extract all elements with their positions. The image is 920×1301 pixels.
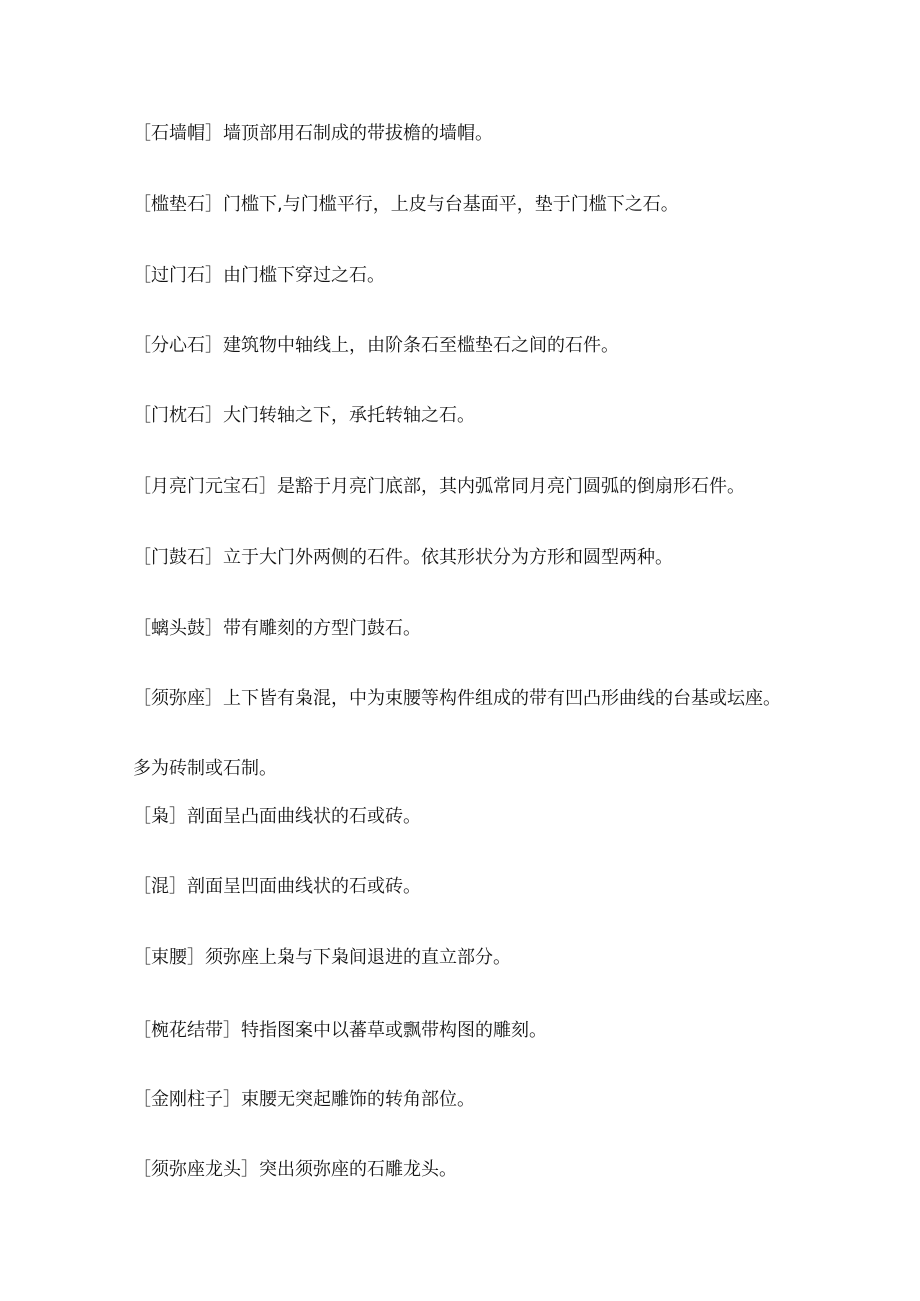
entry-definition: 突出须弥座的石雕龙头。 [259, 1159, 457, 1180]
entry-term: ［门枕石］ [133, 405, 223, 426]
entry-term: ［混］ [133, 876, 187, 897]
entry-men-zhen-shi [133, 398, 783, 434]
entry-chi-tou-gu [133, 611, 783, 647]
entry-term: ［槛垫石］ [133, 194, 223, 215]
entry-yue-liang-men-yuan-bao-shi [133, 469, 783, 505]
entry-definition: 带有雕刻的方型门鼓石。 [223, 618, 421, 639]
entry-term: ［月亮门元宝石］ [133, 476, 277, 497]
entry-definition: 上下皆有枭混，中为束腰等构件组成的带有凹凸形曲线的台基或坛座。多为砖制或石制。 [133, 688, 781, 779]
entry-definition: 由门槛下穿过之石。 [223, 265, 385, 286]
entry-term: ［螭头鼓］ [133, 618, 223, 639]
entry-term: ［椀花结带］ [133, 1020, 241, 1041]
entry-definition: 特指图案中以蕃草或飘带构图的雕刻。 [241, 1020, 547, 1041]
entry-definition: 立于大门外两侧的石件。依其形状分为方形和圆型两种。 [223, 547, 673, 568]
entry-definition: 剖面呈凹面曲线状的石或砖。 [187, 876, 421, 897]
entry-definition: 建筑物中轴线上，由阶条石至槛垫石之间的石件。 [223, 335, 619, 356]
entry-fen-xin-shi [133, 328, 783, 364]
entry-definition: 束腰无突起雕饰的转角部位。 [241, 1089, 475, 1110]
entry-definition: 须弥座上枭与下枭间退进的直立部分。 [205, 947, 511, 968]
entry-term: ［束腰］ [133, 947, 205, 968]
entry-definition: 是豁于月亮门底部，其内弧常同月亮门圆弧的倒扇形石件。 [277, 476, 745, 497]
entry-term: ［过门石］ [133, 265, 223, 286]
entry-jin-gang-zhu-zi [133, 1082, 783, 1118]
entry-xiao [133, 799, 783, 835]
entry-definition: 剖面呈凸面曲线状的石或砖。 [187, 806, 421, 827]
entry-definition: 大门转轴之下，承托转轴之石。 [223, 405, 475, 426]
entry-definition: 门槛下,与门槛平行，上皮与台基面平，垫于门槛下之石。 [223, 194, 679, 215]
entry-shu-yao [133, 940, 783, 976]
entry-term: ［金刚柱子］ [133, 1089, 241, 1110]
entry-term: ［分心石］ [133, 335, 223, 356]
entry-xu-mi-zuo [133, 664, 783, 804]
entry-definition: 墙顶部用石制成的带拔檐的墙帽。 [223, 123, 493, 144]
entry-wan-hua-jie-dai [133, 1013, 783, 1049]
entry-men-gu-shi [133, 540, 783, 576]
entry-shi-qiang-mao [133, 116, 783, 152]
entry-guo-men-shi [133, 258, 783, 294]
entry-kan-dian-shi [133, 187, 783, 223]
entry-term: ［石墙帽］ [133, 123, 223, 144]
entry-hun [133, 869, 783, 905]
entry-xu-mi-zuo-long-tou [133, 1152, 783, 1188]
entry-term: ［门鼓石］ [133, 547, 223, 568]
entry-term: ［须弥座龙头］ [133, 1159, 259, 1180]
entry-term: ［枭］ [133, 806, 187, 827]
entry-term: ［须弥座］ [133, 688, 223, 709]
